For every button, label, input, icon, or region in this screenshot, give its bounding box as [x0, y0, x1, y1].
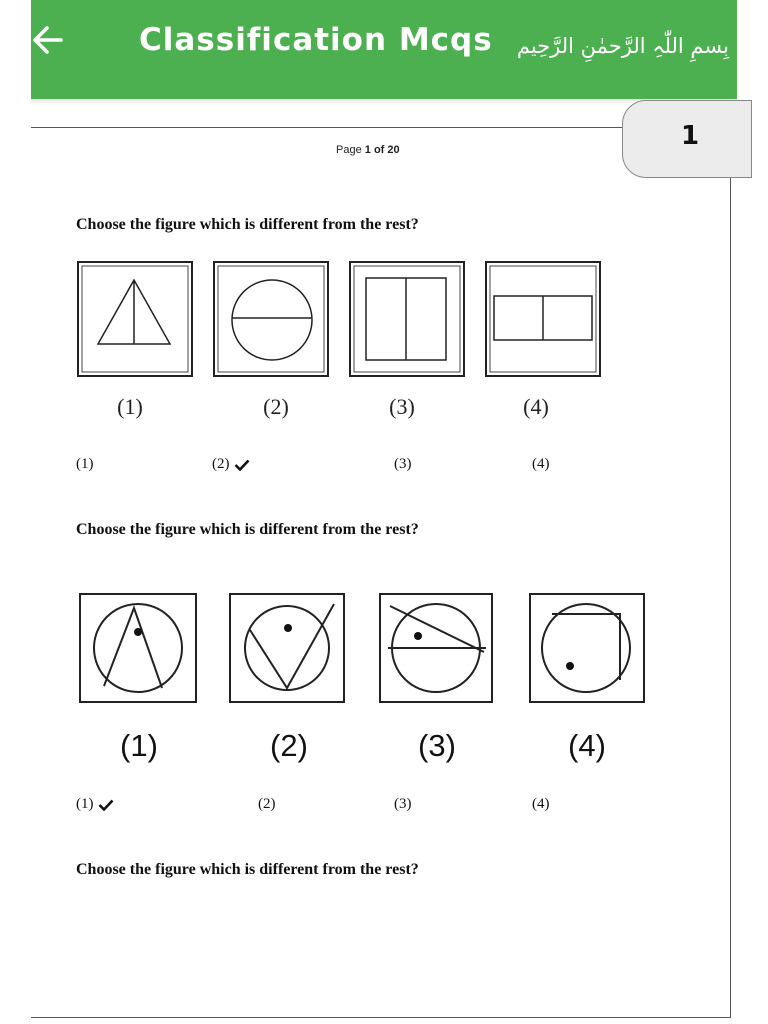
- pagination-current: 1: [364, 144, 371, 156]
- q2-option-3[interactable]: [394, 796, 412, 813]
- page-number-badge: [622, 100, 752, 178]
- q1-option-4-label: (4): [532, 456, 550, 472]
- pagination-prefix: Page: [336, 144, 362, 156]
- q2-option-3-label: (3): [394, 796, 412, 812]
- checkmark-icon: [98, 799, 114, 811]
- page-bottom-border: [31, 1017, 731, 1018]
- q2-figure-1: [80, 594, 196, 702]
- bismillah-text: بِسمِ اللّٰہِ الرَّحمٰنِ الرَّحِیم: [516, 34, 729, 58]
- q2-figure-label-3: (3): [418, 728, 456, 763]
- q2-option-1-label: (1): [76, 796, 94, 812]
- pagination-of: of: [373, 144, 385, 156]
- q1-figure-label-3: (3): [389, 394, 415, 419]
- pagination-total: 20: [387, 144, 400, 156]
- page-top-border: [31, 127, 623, 128]
- q2-figure-2: [230, 594, 344, 702]
- page-right-border: [730, 178, 731, 1018]
- question-1-text: Choose the figure which is different from the rest?: [76, 216, 419, 233]
- q2-option-4-label: (4): [532, 796, 550, 812]
- question-2-figures: [78, 592, 648, 706]
- arrow-left-icon: [31, 20, 67, 60]
- q1-option-2-label: (2): [212, 456, 230, 472]
- q1-figure-label-4: (4): [523, 394, 549, 419]
- q1-option-1[interactable]: [76, 456, 94, 473]
- q2-figure-4: [530, 594, 644, 702]
- q1-option-4[interactable]: [532, 456, 550, 473]
- q1-option-2[interactable]: [212, 456, 250, 473]
- q2-figure-3: [380, 594, 492, 702]
- q1-figure-3: [350, 262, 464, 376]
- q1-figure-1: [78, 262, 192, 376]
- checkmark-icon: [234, 459, 250, 471]
- q1-option-3-label: (3): [394, 456, 412, 472]
- q1-option-1-label: (1): [76, 456, 94, 472]
- q1-figure-label-1: (1): [117, 394, 143, 419]
- q1-figure-4: [486, 262, 600, 376]
- q2-figure-label-2: (2): [270, 728, 308, 763]
- q2-option-2-label: (2): [258, 796, 276, 812]
- app-title: Classification Mcqs: [139, 22, 493, 58]
- app-bar: [31, 0, 737, 99]
- q2-option-2[interactable]: [258, 796, 276, 813]
- q1-figure-label-2: (2): [263, 394, 289, 419]
- q1-figure-2: [214, 262, 328, 376]
- back-button[interactable]: [31, 20, 67, 60]
- question-3-text: Choose the figure which is different from the rest?: [76, 861, 419, 878]
- q2-figure-label-1: (1): [120, 728, 158, 763]
- pagination-text: [336, 144, 400, 156]
- question-1-figures: [76, 258, 606, 380]
- q2-option-4[interactable]: [532, 796, 550, 813]
- q2-option-1[interactable]: [76, 796, 114, 813]
- page-number: 1: [681, 121, 700, 151]
- question-2-text: Choose the figure which is different from the rest?: [76, 521, 419, 538]
- q1-option-3[interactable]: [394, 456, 412, 473]
- q2-figure-label-4: (4): [568, 728, 606, 763]
